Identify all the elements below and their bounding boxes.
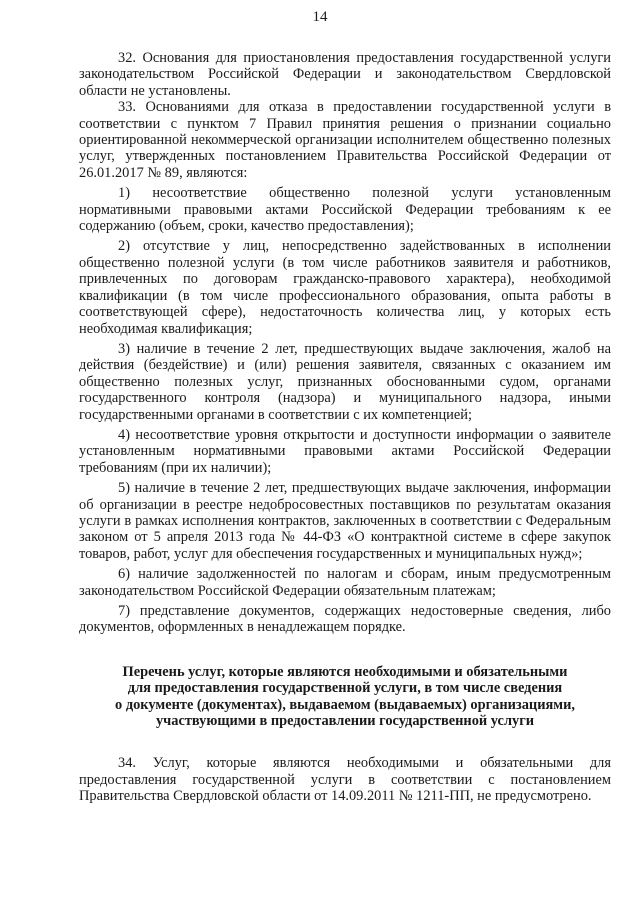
document-body — [79, 50, 611, 805]
section-heading — [79, 664, 611, 730]
paragraph-32: 32. Основания для приостановления предоставления государственной услуги законодательством Российской Федерации и законодательством Свердловской области не установлены. — [79, 50, 611, 99]
list-item-1: 1) несоответствие общественно полезной услуги установленным нормативными правовыми актами Российской Федерации требованиям к ее содержанию (объем, сроки, качество предоставления); — [79, 185, 611, 235]
list-item-3: 3) наличие в течение 2 лет, предшествующих выдаче заключения, жалоб на действия (бездействие) и (или) решения заявителя, связанных с оказанием им общественно полезных услуг, признанных обоснованными судом, органами государственного контроля (надзора) и муниципального надзора, иными государственными органами в соответствии с их компетенцией; — [79, 340, 611, 423]
page-number: 14 — [312, 9, 328, 25]
heading-line-2: для предоставления государственной услуги, в том числе сведения — [127, 680, 563, 697]
list-item-6: 6) наличие задолженностей по налогам и сборам, иным предусмотренным законодательством Российской Федерации обязательным платежам; — [79, 566, 611, 599]
paragraph-33: 33. Основаниями для отказа в предоставлении государственной услуги в соответствии с пунктом 7 Правил принятия решения о признании социально ориентированной некоммерческой организации исполнителем общественно полезных услуг, утвержденных постановлением Правительства Российской Федерации от 26.01.2017 № 89, являются: — [79, 99, 611, 181]
heading-line-4: участвующими в предоставлении государственной услуги — [155, 713, 535, 730]
list-item-4: 4) несоответствие уровня открытости и доступности информации о заявителе установленным нормативными правовыми актами Российской Федерации требованиям (при их наличии); — [79, 426, 611, 476]
paragraph-34: 34. Услуг, которые являются необходимыми и обязательными для предоставления государственной услуги в соответствии с постановлением Правительства Свердловской области от 14.09.2011 № 1211-ПП, не предусмотрено. — [79, 755, 611, 805]
heading-line-1: Перечень услуг, которые являются необходимыми и обязательными — [122, 663, 568, 680]
heading-line-3: о документе (документах), выдаваемом (выдаваемых) организациями, — [115, 696, 575, 713]
list-item-5: 5) наличие в течение 2 лет, предшествующих выдаче заключения, информации об организации в реестре недобросовестных поставщиков по результатам оказания услуги в рамках исполнения контрактов, заключенных в соответствии с Федеральным законом от 5 апреля 2013 года № 44-ФЗ «О контрактной системе в сфере закупок товаров, работ, услуг для обеспечения государственных и муниципальных нужд»; — [79, 480, 611, 562]
list-item-7: 7) представление документов, содержащих недостоверные сведения, либо документов, оформленных в ненадлежащем порядке. — [79, 603, 611, 636]
list-item-2: 2) отсутствие у лиц, непосредственно задействованных в исполнении общественно полезной услуги (в том числе работников заявителя и работников, привлеченных по договорам гражданско-правового характера), необходимой квалификации (в том числе профессионального образования, опыта работы в соответствующей сфере), недостаточность количества лиц, у которых есть необходимая квалификация; — [79, 238, 611, 337]
